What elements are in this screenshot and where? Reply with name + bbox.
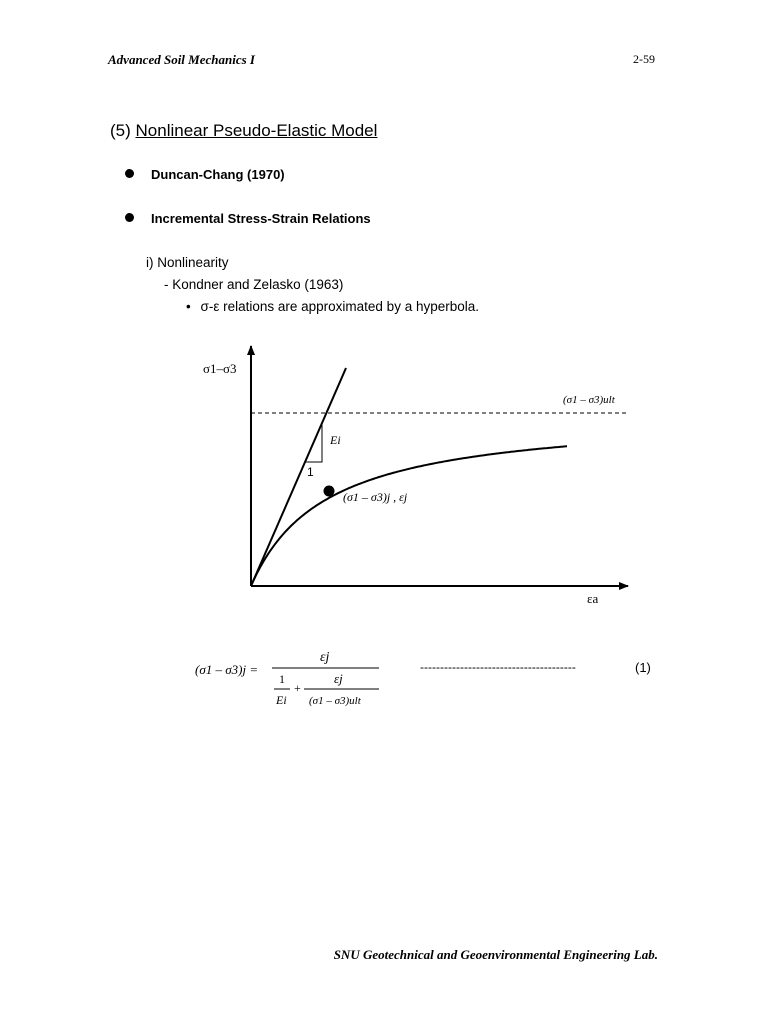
point-label: (σ1 – σ3)j , εj: [343, 490, 408, 504]
den-term2-num: εj: [334, 671, 343, 686]
section-number: (5): [110, 121, 131, 140]
slope-unit-label: 1: [307, 465, 314, 479]
note-text: σ-ε relations are approximated by a hyperbola.: [200, 299, 479, 314]
tangent-modulus-label: Ei: [330, 433, 341, 447]
footer: SNU Geotechnical and Geoenvironmental Engineering Lab.: [333, 947, 658, 962]
note-bullet-icon: •: [186, 299, 191, 314]
den-term2-den: (σ1 – σ3)ult: [309, 695, 361, 707]
bullet-text: Duncan-Chang (1970): [151, 167, 285, 182]
x-axis-label: εa: [587, 591, 599, 606]
equation-lhs: (σ1 – σ3)j =: [195, 662, 259, 677]
den-term1-num: 1: [279, 672, 285, 686]
section-heading: Nonlinear Pseudo-Elastic Model: [135, 121, 378, 140]
plus-sign: +: [294, 681, 301, 695]
asymptote-label: (σ1 – σ3)ult: [563, 394, 615, 406]
bullet-text: Incremental Stress-Strain Relations: [151, 211, 371, 226]
subsection-heading: i) Nonlinearity: [146, 255, 229, 270]
page-number: 2-59: [633, 52, 655, 66]
y-axis-label: σ1–σ3: [203, 361, 237, 376]
reference-line: - Kondner and Zelasko (1963): [164, 277, 344, 292]
header-title: Advanced Soil Mechanics I: [108, 52, 255, 67]
equation-leader: ---------------------------------------: [420, 660, 576, 674]
equation-numerator: εj: [320, 650, 330, 665]
equation-number: (1): [635, 660, 651, 675]
den-term1-den: Ei: [276, 693, 287, 707]
